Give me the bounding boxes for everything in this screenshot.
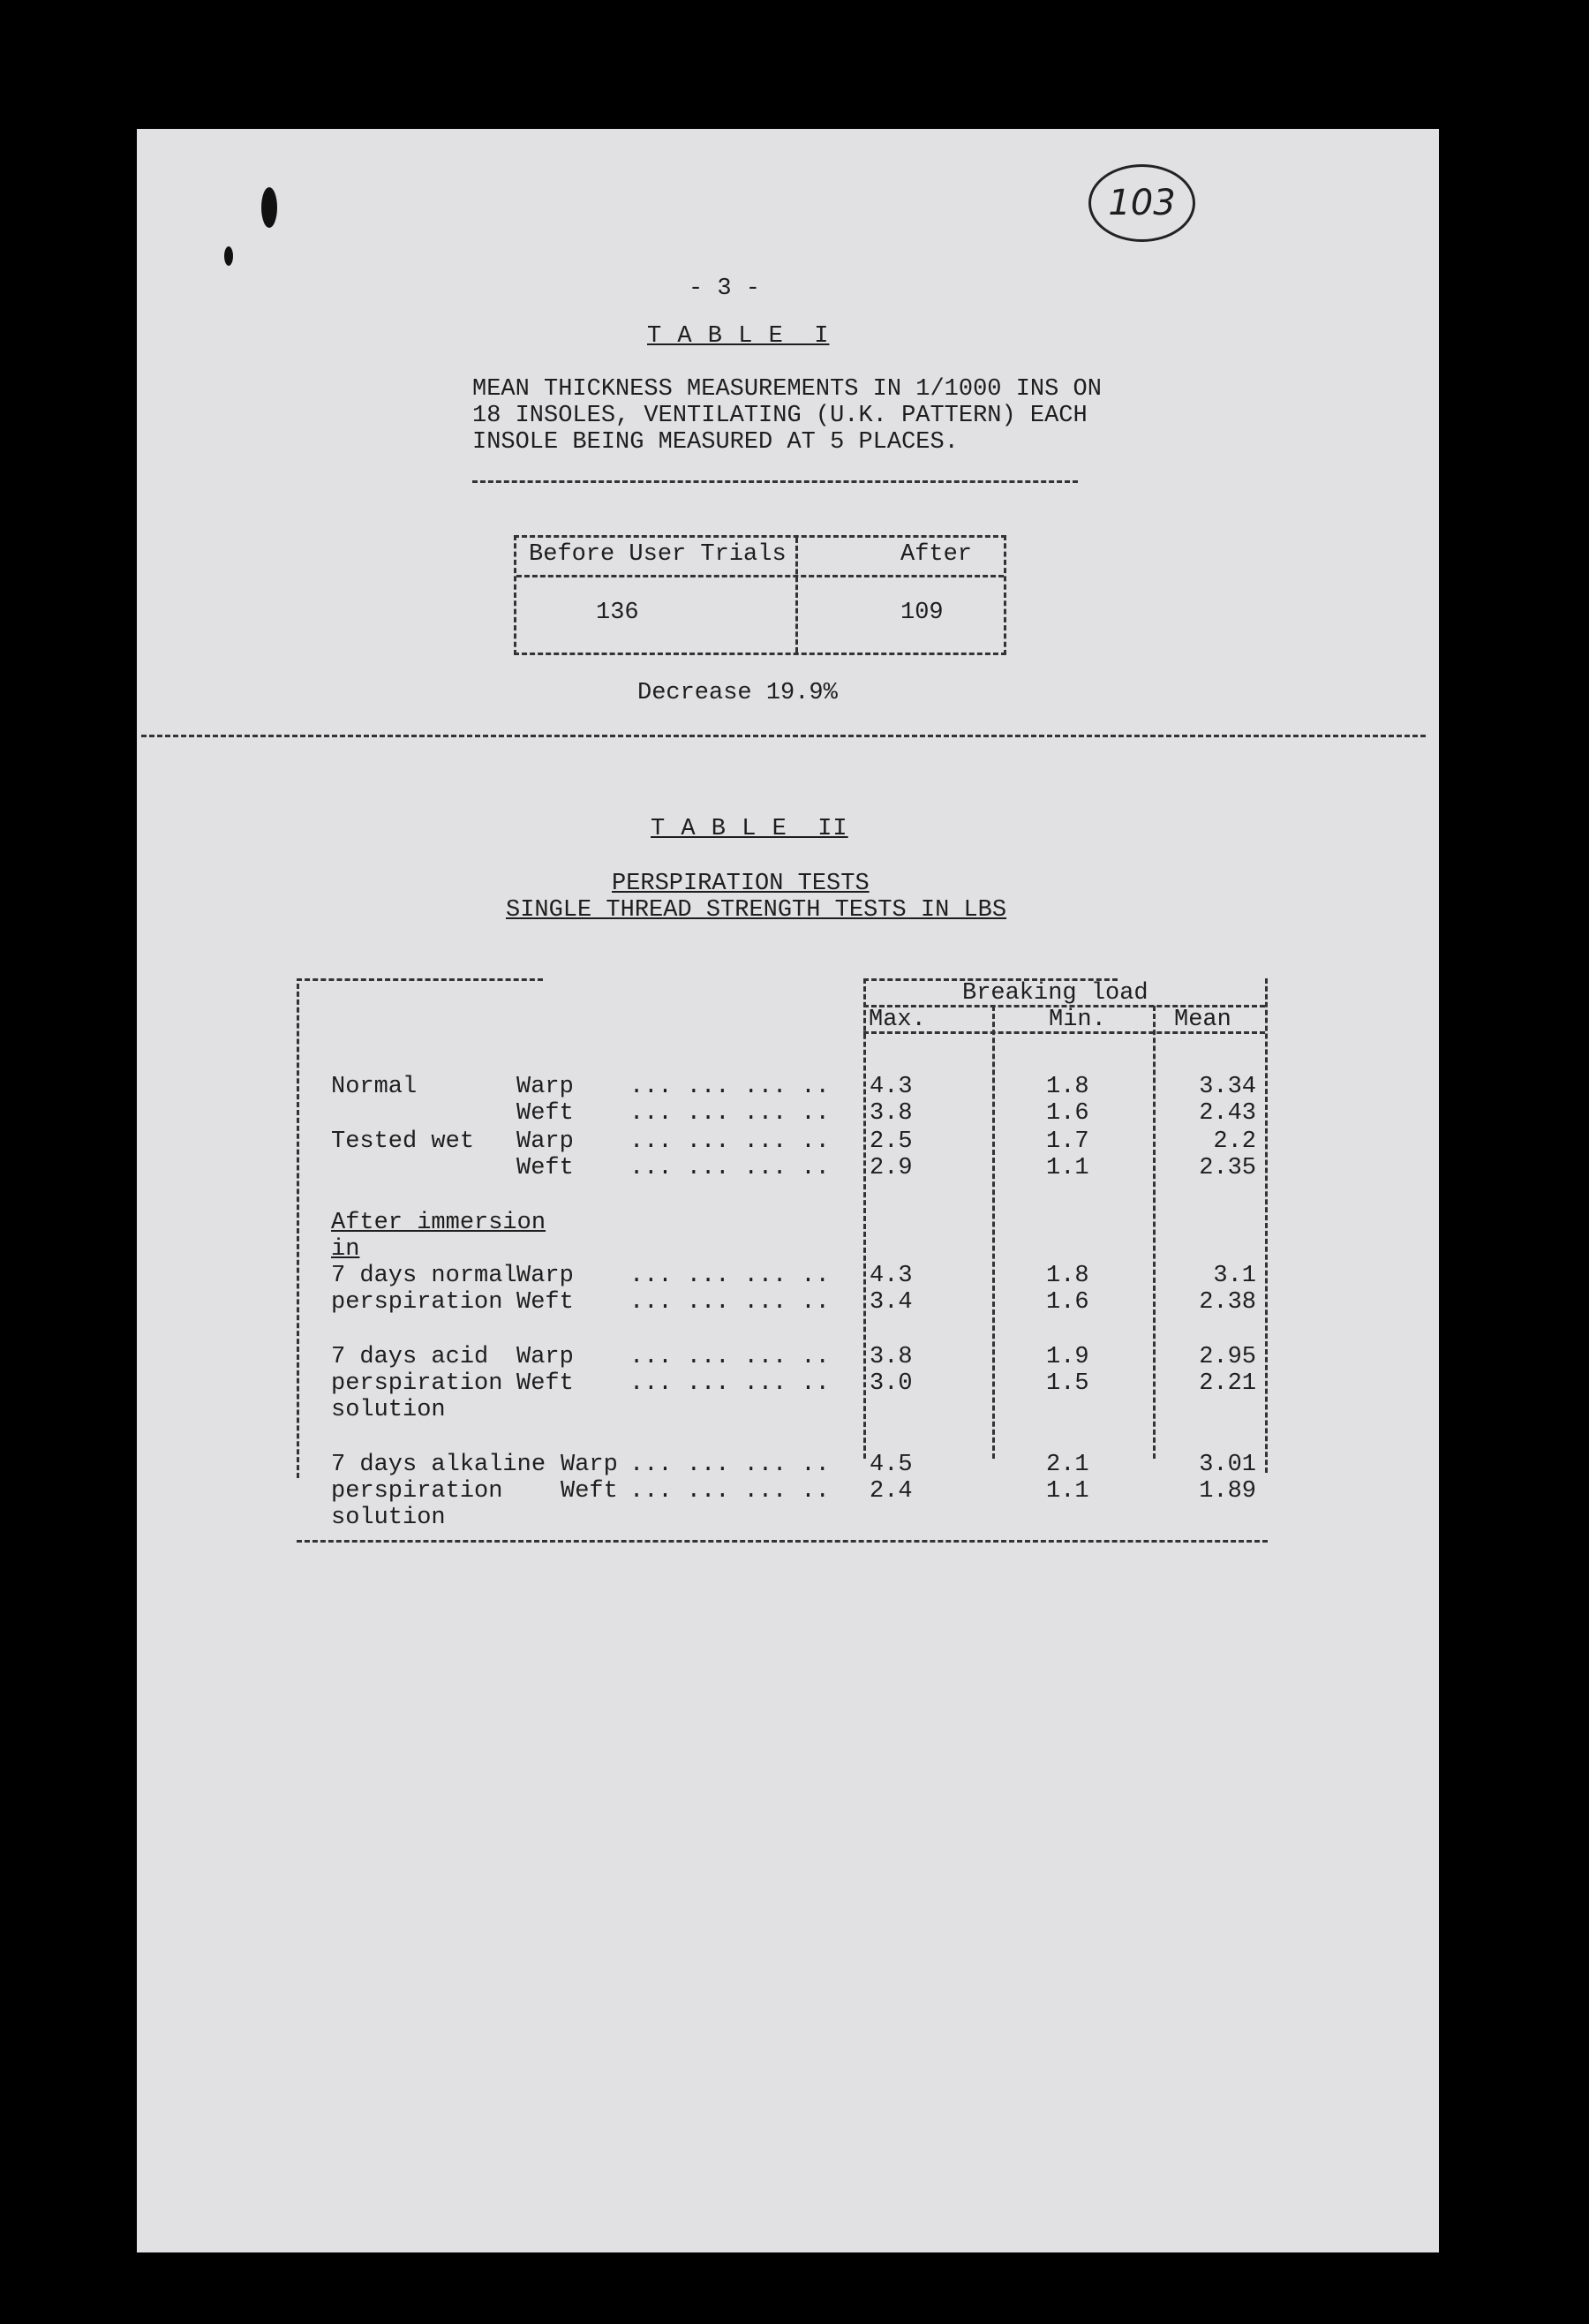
table2-leader-dots: ... ... ... .. bbox=[629, 1155, 830, 1181]
table1-rule bbox=[472, 480, 1078, 483]
table2-max-column-divider bbox=[863, 978, 866, 1459]
table2-right-border bbox=[1265, 978, 1268, 1473]
table2-min: 1.5 bbox=[1046, 1370, 1089, 1397]
table2-leader-dots: ... ... ... .. bbox=[629, 1128, 830, 1155]
table2-max: 4.3 bbox=[870, 1074, 913, 1100]
table2-type: Weft bbox=[516, 1370, 574, 1397]
document-page bbox=[137, 129, 1439, 2252]
table2-min: 1.8 bbox=[1046, 1263, 1089, 1289]
table2-mean: 2.43 bbox=[1199, 1100, 1256, 1127]
table2-leader-dots: ... ... ... .. bbox=[629, 1074, 830, 1100]
table2-row-label: perspiration bbox=[331, 1370, 503, 1397]
table2-group-after-immersion: in bbox=[331, 1236, 360, 1263]
table2-min: 1.7 bbox=[1046, 1128, 1089, 1155]
table1-value-before: 136 bbox=[596, 600, 639, 626]
table2-min: 1.1 bbox=[1046, 1478, 1089, 1505]
table1-box bbox=[514, 535, 1006, 655]
table1-description-line: INSOLE BEING MEASURED AT 5 PLACES. bbox=[472, 429, 959, 456]
table2-type: Weft bbox=[561, 1478, 618, 1505]
table2-subtitle: PERSPIRATION TESTS bbox=[612, 871, 870, 897]
table2-row-label: 7 days normal bbox=[331, 1263, 517, 1289]
table2-leader-dots: ... ... ... .. bbox=[629, 1370, 830, 1397]
table2-min: 1.9 bbox=[1046, 1344, 1089, 1370]
table2-mean: 1.89 bbox=[1199, 1478, 1256, 1505]
table2-max: 3.8 bbox=[870, 1100, 913, 1127]
table2-title: T A B L E II bbox=[651, 816, 848, 842]
table2-mean: 3.34 bbox=[1199, 1074, 1256, 1100]
table2-col-min: Min. bbox=[1049, 1007, 1106, 1033]
table2-row-label-solution: solution bbox=[331, 1397, 446, 1423]
table2-max: 2.9 bbox=[870, 1155, 913, 1181]
table2-mean-column-divider bbox=[1153, 1006, 1156, 1459]
table2-row-label-solution: solution bbox=[331, 1505, 446, 1531]
table2-col-max: Max. bbox=[869, 1007, 926, 1033]
table1-title: T A B L E I bbox=[647, 323, 830, 350]
table2-type: Warp bbox=[516, 1263, 574, 1289]
table2-type: Weft bbox=[516, 1155, 574, 1181]
table2-min: 1.8 bbox=[1046, 1074, 1089, 1100]
table2-col-mean: Mean bbox=[1174, 1007, 1231, 1033]
binder-hole-mark bbox=[261, 187, 277, 228]
table2-row-label: perspiration bbox=[331, 1478, 503, 1505]
table2-leader-dots: ... ... ... .. bbox=[629, 1478, 830, 1505]
table1-description-line: MEAN THICKNESS MEASUREMENTS IN 1/1000 INS ON bbox=[472, 376, 1102, 403]
table2-min: 1.6 bbox=[1046, 1289, 1089, 1316]
table2-mean: 2.21 bbox=[1199, 1370, 1256, 1397]
table2-mean: 3.01 bbox=[1199, 1452, 1256, 1478]
table2-mean: 2.35 bbox=[1199, 1155, 1256, 1181]
table2-row-label: 7 days acid bbox=[331, 1344, 489, 1370]
table2-mean: 2.95 bbox=[1199, 1344, 1256, 1370]
page-stamp-number: 103 bbox=[1108, 183, 1176, 223]
table2-type: Warp bbox=[561, 1452, 618, 1478]
table2-subtitle: SINGLE THREAD STRENGTH TESTS IN LBS bbox=[506, 897, 1007, 924]
table2-max: 4.3 bbox=[870, 1263, 913, 1289]
table2-breaking-load-header: Breaking load bbox=[962, 980, 1148, 1007]
page-number: - 3 - bbox=[689, 275, 761, 302]
table2-min: 1.1 bbox=[1046, 1155, 1089, 1181]
table2-row-label: perspiration bbox=[331, 1289, 503, 1316]
table2-max: 3.4 bbox=[870, 1289, 913, 1316]
table2-min: 1.6 bbox=[1046, 1100, 1089, 1127]
binder-hole-mark bbox=[224, 246, 233, 266]
table2-max: 3.0 bbox=[870, 1370, 913, 1397]
table2-mean: 2.38 bbox=[1199, 1289, 1256, 1316]
table2-mean: 3.1 bbox=[1213, 1263, 1256, 1289]
table2-max: 4.5 bbox=[870, 1452, 913, 1478]
table2-max: 2.4 bbox=[870, 1478, 913, 1505]
table2-leader-dots: ... ... ... .. bbox=[629, 1263, 830, 1289]
table2-type: Warp bbox=[516, 1344, 574, 1370]
table2-type: Weft bbox=[516, 1100, 574, 1127]
table2-max: 3.8 bbox=[870, 1344, 913, 1370]
table1-value-after: 109 bbox=[900, 600, 944, 626]
table2-min-column-divider bbox=[992, 1006, 995, 1459]
table2-max: 2.5 bbox=[870, 1128, 913, 1155]
table1-description-line: 18 INSOLES, VENTILATING (U.K. PATTERN) EACH bbox=[472, 403, 1088, 429]
table2-group-tested-wet: Tested wet bbox=[331, 1128, 475, 1155]
table2-bottom-rule bbox=[297, 1540, 1268, 1543]
section-separator bbox=[141, 735, 1426, 737]
table2-min: 2.1 bbox=[1046, 1452, 1089, 1478]
table1-column-divider bbox=[795, 538, 798, 653]
table2-group-normal: Normal bbox=[331, 1074, 418, 1100]
table1-header-rule bbox=[516, 575, 1004, 577]
table2-top-rule bbox=[297, 978, 543, 981]
table2-leader-dots: ... ... ... .. bbox=[629, 1100, 830, 1127]
table2-type: Warp bbox=[516, 1128, 574, 1155]
page-stamp bbox=[1088, 164, 1195, 242]
table2-leader-dots: ... ... ... .. bbox=[629, 1289, 830, 1316]
table1-header-before: Before User Trials bbox=[529, 541, 787, 568]
table2-left-border bbox=[297, 984, 299, 1478]
table2-type: Warp bbox=[516, 1074, 574, 1100]
table1-decrease: Decrease 19.9% bbox=[637, 680, 838, 706]
table2-leader-dots: ... ... ... .. bbox=[629, 1344, 830, 1370]
table2-mean: 2.2 bbox=[1213, 1128, 1256, 1155]
table2-group-after-immersion: After immersion bbox=[331, 1210, 546, 1236]
table1-header-after: After bbox=[900, 541, 973, 568]
table2-row-label: 7 days alkaline bbox=[331, 1452, 546, 1478]
table2-type: Weft bbox=[516, 1289, 574, 1316]
table2-leader-dots: ... ... ... .. bbox=[629, 1452, 830, 1478]
